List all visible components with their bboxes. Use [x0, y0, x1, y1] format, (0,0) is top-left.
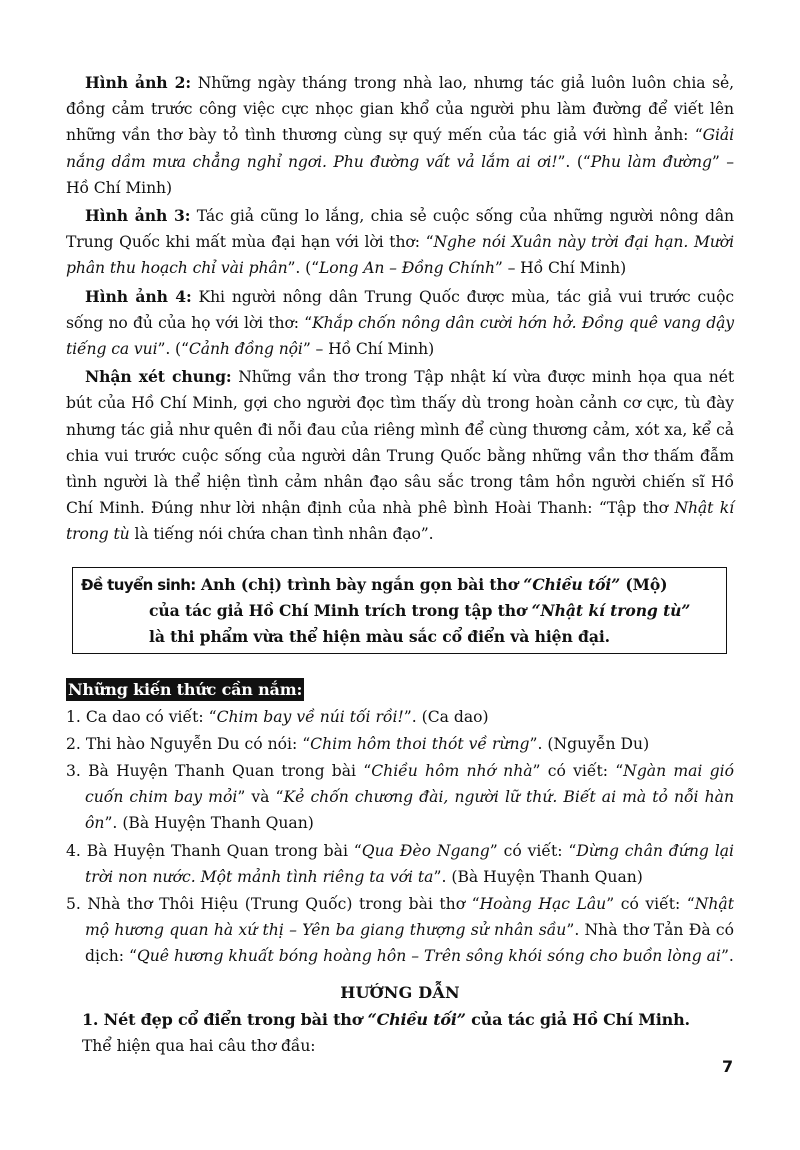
page-number: 7: [722, 1057, 734, 1076]
knowledge-heading: Những kiến thức cần nắm:: [68, 679, 303, 699]
poem-quote: Giải nắng dầm mưa chẳng nghỉ ngơi. Phu đường vất vả lắm ai ơi!: [66, 126, 734, 171]
poem-quote: Nghe nói Xuân này trời đại hạn. Mười phân thu hoạch chỉ vài phân: [66, 233, 734, 278]
poem-source: Long An – Đồng Chính: [318, 259, 495, 278]
paragraph-image-2: Hình ảnh 2: Những ngày tháng trong nhà lao, nhưng tác giả luôn luôn chia sẻ, đồng cảm trước công việc cực nhọc gian khổ của người phu làm đường để viết lên những vần thơ bày tỏ tình thương cùng sự quý mến của tác giả với hình ảnh: “Giải nắng dầm mưa chẳng nghỉ ngơi. Phu đường vất vả lắm ai ơi!”. (“Phu làm đường” – Hồ Chí Minh): [66, 73, 734, 197]
paragraph-image-3: Hình ảnh 3: Tác giả cũng lo lắng, chia sẻ cuộc sống của những người nông dân Trung Quốc khi mất mùa đại hạn với lời thơ: “Nghe nói Xuân này trời đại hạn. Mười phân thu hoạch chỉ vài phân”. (“Long An – Đồng Chính” – Hồ Chí Minh): [66, 206, 734, 278]
list-item: 1. Ca dao có viết: “Chim bay về núi tối rồi!”. (Ca dao): [66, 707, 489, 726]
paragraph-image-4: Hình ảnh 4: Khi người nông dân Trung Quốc được mùa, tác giả vui trước cuộc sống no đủ của họ với lời thơ: “Khắp chốn nông dân cười hớn hở. Đồng quê vang dậy tiếng ca vui”. (“Cảnh đồng nội” – Hồ Chí Minh): [66, 286, 735, 359]
exam-line-1: Đề tuyển sinh: Anh (chị) trình bày ngắn gọn bài thơ “Chiều tối” (Mộ): [81, 574, 668, 594]
poem-source: Cảnh đồng nội: [188, 340, 303, 359]
paragraph-label: Hình ảnh 3:: [85, 206, 191, 226]
paragraph-label: Hình ảnh 2:: [85, 73, 192, 92]
exam-line-3: là thi phẩm vừa thể hiện màu sắc cổ điển và hiện đại.: [149, 626, 611, 646]
guide-text: Thể hiện qua hai câu thơ đầu:: [82, 1036, 316, 1055]
book-title: Nhật kí trong tù: [66, 499, 734, 544]
exam-label: Đề tuyển sinh:: [81, 575, 196, 594]
knowledge-list: [66, 704, 734, 970]
guide-heading: HƯỚNG DẪN: [340, 982, 460, 1002]
list-item: 4. Bà Huyện Thanh Quan trong bài “Qua Đèo Ngang” có viết: “Dừng chân đứng lại trời non nước. Một mảnh tình riêng ta với ta”. (Bà Huyện Thanh Quan): [66, 841, 734, 886]
paragraph-summary: Nhận xét chung: Những vần thơ trong Tập nhật kí vừa được minh họa qua nét bút của Hồ Chí Minh, gợi cho người đọc tìm thấy dù trong hoàn cảnh cơ cực, tù đày nhưng tác giả như quên đi nỗi đau của riêng mình để cùng thương cảm, xót xa, kể cả chia vui trước cuộc sống của người dân Trung Quốc bằng những vần thơ thấm đẫm tình người là thể hiện tình cảm nhân đạo sâu sắc trong tâm hồn người chiến sĩ Hồ Chí Minh. Đúng như lời nhận định của nhà phê bình Hoài Thanh: “Tập thơ Nhật kí trong tù là tiếng nói chứa chan tình nhân đạo”.: [66, 367, 734, 544]
guide-subheading: 1. Nét đẹp cổ điển trong bài thơ “Chiều tối” của tác giả Hồ Chí Minh.: [82, 1009, 690, 1029]
list-item: 2. Thi hào Nguyễn Du có nói: “Chim hôm thoi thót về rừng”. (Nguyễn Du): [66, 734, 650, 753]
document-page: [66, 70, 734, 1059]
poem-source: Phu làm đường: [590, 152, 712, 171]
exam-line-2: của tác giả Hồ Chí Minh trích trong tập thơ “Nhật kí trong tù”: [149, 600, 691, 620]
paragraph-label: Nhận xét chung:: [85, 367, 232, 387]
list-item: 3. Bà Huyện Thanh Quan trong bài “Chiều hôm nhớ nhà” có viết: “Ngàn mai gió cuốn chim bay mỏi” và “Kẻ chốn chương đài, người lữ thứ. Biết ai mà tỏ nỗi hàn ôn”. (Bà Huyện Thanh Quan): [66, 762, 734, 833]
exam-question-box: [72, 567, 727, 654]
list-item: 5. Nhà thơ Thôi Hiệu (Trung Quốc) trong bài thơ “Hoàng Hạc Lâu” có viết: “Nhật mộ hương quan hà xứ thị – Yên ba giang thượng sử nhân sầu”. Nhà thơ Tản Đà có dịch: “Quê hương khuất bóng hoàng hôn – Trên sông khói sóng cho buồn lòng ai”.: [66, 895, 735, 966]
paragraph-label: Hình ảnh 4:: [85, 286, 192, 306]
poem-quote: Khắp chốn nông dân cười hớn hở. Đồng quê vang dậy tiếng ca vui: [66, 313, 734, 359]
